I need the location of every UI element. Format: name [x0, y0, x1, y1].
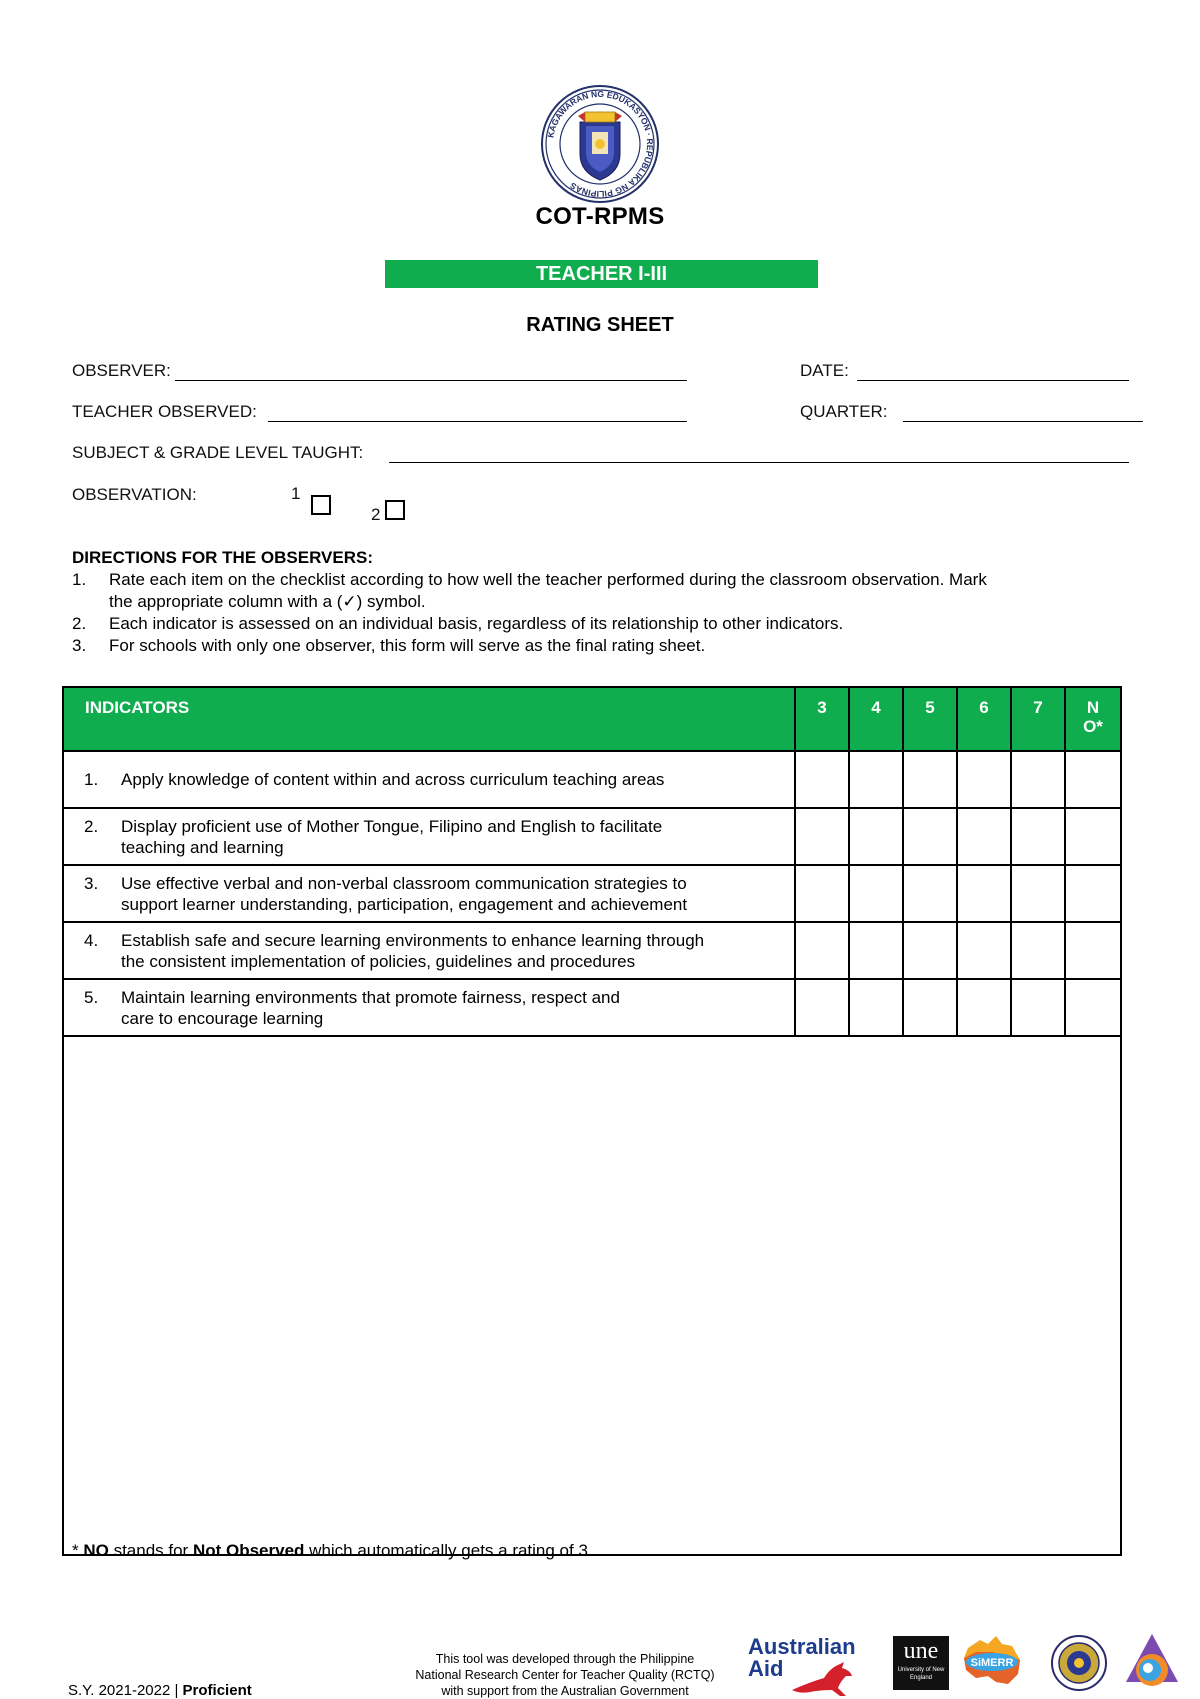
not-observed-header: [1065, 687, 1121, 751]
indicator-text: [121, 873, 687, 915]
indicator-text: [121, 816, 662, 858]
rctq-logo: [1124, 1632, 1180, 1692]
rating-cell-6[interactable]: [957, 808, 1011, 865]
direction-number: 2.: [72, 614, 87, 633]
document-title: COT-RPMS: [535, 203, 665, 230]
indicator-text-line1: Establish safe and secure learning environments to enhance learning through: [121, 930, 705, 950]
rating-cell-7[interactable]: [1011, 922, 1065, 979]
credit-text: [395, 1651, 735, 1699]
simerr-logo-text: SiMERR: [970, 1657, 1014, 1669]
rating-cell-3[interactable]: [795, 751, 849, 808]
une-logo-text: une: [903, 1638, 939, 1664]
indicator-text-line1: Use effective verbal and non-verbal classroom communication strategies to: [121, 873, 687, 893]
indicator-text: [121, 930, 704, 972]
observation-label: OBSERVATION:: [72, 485, 197, 504]
footnote-mid: stands for: [108, 1541, 193, 1560]
indicator-text-line1: Apply knowledge of content within and across curriculum teaching areas: [121, 770, 665, 789]
rating-cell-5[interactable]: [903, 808, 957, 865]
teacher-observed-label: TEACHER OBSERVED:: [72, 402, 257, 421]
une-logo-subtext: University of New England: [897, 1667, 945, 1681]
rating-cell-3[interactable]: [795, 808, 849, 865]
rating-cell-4[interactable]: [849, 922, 903, 979]
aid-line2: Aid: [748, 1656, 784, 1681]
subject-grade-field[interactable]: [389, 462, 1129, 463]
notes-area[interactable]: [63, 1036, 1121, 1555]
indicator-text-line2: care to encourage learning: [121, 1008, 324, 1028]
footnote-end: which automatically gets a rating of 3.: [304, 1541, 593, 1560]
table-row: [63, 808, 1121, 865]
indicator-cell: [63, 979, 795, 1036]
date-label: DATE:: [800, 361, 849, 380]
rating-cell-3[interactable]: [795, 979, 849, 1036]
scale-header-4: 4: [849, 687, 903, 751]
footnote-star: *: [72, 1541, 84, 1560]
indicator-text: [121, 987, 620, 1029]
indicator-cell: [63, 922, 795, 979]
indicator-number: 1.: [84, 770, 99, 789]
rating-cell-no[interactable]: [1065, 808, 1121, 865]
indicator-text-line2: support learner understanding, participation, engagement and achievement: [121, 894, 688, 914]
observation-2-checkbox[interactable]: [385, 500, 405, 520]
credit-line2: National Research Center for Teacher Quality (RCTQ): [415, 1668, 715, 1682]
une-logo: [893, 1636, 949, 1690]
quarter-label: QUARTER:: [800, 402, 888, 421]
not-observed-header-line1: N: [1086, 698, 1100, 717]
date-field[interactable]: [857, 380, 1129, 381]
rating-cell-4[interactable]: [849, 751, 903, 808]
direction-text-cont: the appropriate column with a (✓) symbol.: [109, 592, 426, 611]
school-year-text: S.Y. 2021-2022 |: [68, 1682, 183, 1699]
teacher-level-banner: TEACHER I-III: [385, 260, 818, 288]
indicator-cell: [63, 808, 795, 865]
direction-item: [72, 635, 1072, 657]
rating-cell-3[interactable]: [795, 922, 849, 979]
university-seal-logo: [1050, 1634, 1108, 1692]
proficiency-label: Proficient: [182, 1682, 252, 1699]
table-row: [63, 979, 1121, 1036]
rating-cell-6[interactable]: [957, 922, 1011, 979]
kangaroo-icon: [790, 1660, 860, 1698]
direction-text: For schools with only one observer, this form will serve as the final rating sheet.: [109, 636, 706, 655]
indicator-number: 5.: [84, 987, 99, 1007]
rating-cell-5[interactable]: [903, 979, 957, 1036]
direction-text: Each indicator is assessed on an individual basis, regardless of its relationship to other indicators.: [109, 614, 844, 633]
sheet-title: RATING SHEET: [526, 314, 674, 336]
table-row: [63, 922, 1121, 979]
indicator-text-line1: Maintain learning environments that promote fairness, respect and: [121, 987, 620, 1007]
simerr-logo: [958, 1634, 1026, 1692]
observation-1-checkbox[interactable]: [311, 495, 331, 515]
direction-number: 3.: [72, 636, 87, 655]
rating-table: [62, 686, 1122, 1556]
table-row: [63, 865, 1121, 922]
observation-option-1-label: 1: [291, 484, 301, 503]
not-observed-header-line2: O*: [1083, 717, 1103, 736]
credit-line3: with support from the Australian Government: [441, 1684, 689, 1698]
direction-item: [72, 569, 1072, 613]
indicators-header: INDICATORS: [63, 687, 795, 751]
indicator-number: 4.: [84, 930, 99, 950]
observer-field[interactable]: [175, 380, 687, 381]
rating-cell-5[interactable]: [903, 751, 957, 808]
rating-cell-7[interactable]: [1011, 979, 1065, 1036]
footnote: [72, 1541, 593, 1561]
indicator-text-line1: Display proficient use of Mother Tongue, Filipino and English to facilitate: [121, 816, 663, 836]
indicator-text-line2: the consistent implementation of policies, guidelines and procedures: [121, 951, 636, 971]
rating-cell-no[interactable]: [1065, 922, 1121, 979]
direction-item: [72, 613, 1072, 635]
table-header-row: [63, 687, 1121, 751]
table-row: [63, 751, 1121, 808]
directions-heading: DIRECTIONS FOR THE OBSERVERS:: [72, 548, 373, 567]
indicator-number: 2.: [84, 816, 99, 836]
australian-aid-logo: [748, 1636, 878, 1698]
aid-line1: Australian: [748, 1634, 856, 1659]
deped-seal-logo: [540, 84, 660, 204]
indicator-number: 3.: [84, 873, 99, 893]
quarter-field[interactable]: [903, 421, 1143, 422]
rating-cell-7[interactable]: [1011, 808, 1065, 865]
footnote-no: NO: [83, 1541, 109, 1560]
observation-option-2-label: 2: [371, 505, 381, 524]
direction-text: Rate each item on the checklist according to how well the teacher performed during the classroom observation. Mark: [109, 570, 987, 589]
rating-cell-7[interactable]: [1011, 865, 1065, 922]
credit-line1: This tool was developed through the Philippine: [435, 1652, 695, 1666]
rating-cell-4[interactable]: [849, 865, 903, 922]
rating-cell-4[interactable]: [849, 979, 903, 1036]
rating-cell-no[interactable]: [1065, 865, 1121, 922]
rating-cell-6[interactable]: [957, 751, 1011, 808]
subject-grade-label: SUBJECT & GRADE LEVEL TAUGHT:: [72, 443, 364, 462]
scale-header-5: 5: [903, 687, 957, 751]
directions-section: [72, 547, 1072, 657]
indicator-text: [121, 769, 664, 790]
scale-header-3: 3: [795, 687, 849, 751]
rating-cell-6[interactable]: [957, 865, 1011, 922]
direction-number: 1.: [72, 570, 87, 589]
scale-header-6: 6: [957, 687, 1011, 751]
school-year-label: [68, 1682, 252, 1699]
indicator-text-line2: teaching and learning: [121, 837, 284, 857]
observer-label: OBSERVER:: [72, 361, 171, 380]
indicator-cell: [63, 865, 795, 922]
notes-area-row: [63, 1036, 1121, 1555]
indicator-cell: [63, 751, 795, 808]
rating-cell-7[interactable]: [1011, 751, 1065, 808]
rating-cell-5[interactable]: [903, 922, 957, 979]
rating-cell-5[interactable]: [903, 865, 957, 922]
seal-text: KAGAWARAN NG EDUKASYON · REPUBLIKA NG PILIPINAS: [545, 88, 656, 200]
footnote-not-observed: Not Observed: [192, 1541, 305, 1560]
rating-cell-no[interactable]: [1065, 979, 1121, 1036]
scale-header-7: 7: [1011, 687, 1065, 751]
rating-cell-3[interactable]: [795, 865, 849, 922]
rating-cell-6[interactable]: [957, 979, 1011, 1036]
rating-cell-no[interactable]: [1065, 751, 1121, 808]
rating-cell-4[interactable]: [849, 808, 903, 865]
teacher-observed-field[interactable]: [268, 421, 687, 422]
